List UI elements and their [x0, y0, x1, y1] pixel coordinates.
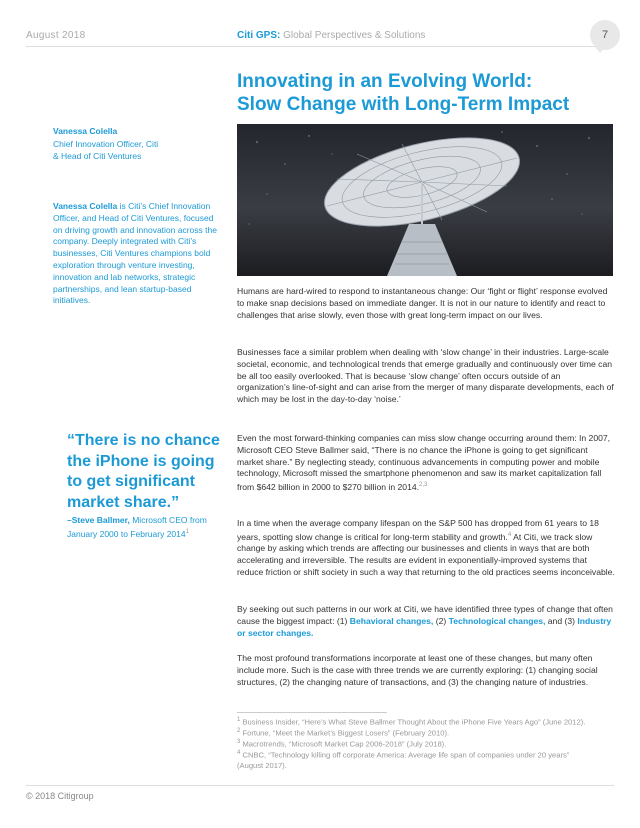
author-name: Vanessa Colella [53, 126, 118, 136]
footnote-text: Business Insider, “Here’s What Steve Ballmer Thought About the iPhone Five Years Ago” (June 2012). [240, 717, 586, 727]
pull-quote: “There is no chance the iPhone is going to get significant market share.” [67, 432, 220, 511]
publication-title-bold: Citi GPS: [237, 30, 281, 41]
footnote-text: Macrotrends, “Microsoft Market Cap 2006-2018” (July 2018). [240, 739, 447, 749]
footnote-number: 1 [237, 717, 241, 723]
behavioral-changes-highlight: Behavioral changes, [349, 615, 434, 626]
body-paragraph-3 [237, 433, 615, 494]
body-paragraph-4 [237, 518, 615, 579]
technological-changes-highlight: Technological changes, [448, 615, 546, 626]
paragraph-5-sep-1: (2) [433, 615, 449, 626]
footnote-ref-4: 4 [507, 531, 512, 538]
paragraph-5-intro: By seeking out such patterns in our work at Citi, we have identified three types of change that often cause the biggest impact: (1) [237, 604, 613, 626]
satellite-dish-illustration [237, 124, 613, 276]
header-divider [26, 46, 614, 47]
footnote-number: 2 [237, 728, 241, 735]
author-role-line-2: & Head of Citi Ventures [53, 151, 142, 161]
article-title-line-1: Innovating in an Evolving World: [237, 71, 533, 92]
footer-divider [26, 785, 614, 786]
paragraph-4-text: In a time when the average company lifespan on the S&P 500 has dropped from 61 years to 18 years, spotting slow change is critical for long-term stability and growth. [237, 518, 599, 542]
body-paragraph-6: The most profound transformations incorporate at least one of these changes, but many often include more. Such is the case with three trends we are currently exploring: (1) changing social structures, (2) the changing nature of transactions, and (3) the changing nature of industries. [237, 653, 598, 687]
footnote-number: 3 [237, 739, 241, 746]
author-role [53, 138, 203, 162]
paragraph-3-text: Even the most forward-thinking companies can miss slow change occurring around them: In 2007, Microsoft CEO Steve Ballmer said, “There is no chance the iPhone is going to get significant market share.” By neglecting steady, continuous advancements in computing power and mobile technology, Microsoft missed the smartphone phenomenon and saw its market capitalization fall from $642 billion in 2000 to $270 billion in 2014. [237, 433, 611, 493]
quote-attribution-role: Microsoft CEO from January 2000 to February 2014 [67, 515, 207, 539]
body-paragraph-2: Businesses face a similar problem when dealing with ‘slow change’ in their industries. Large-scale societal, economic, and technological trends that emerge gradually and continuously over time can be all too easily overlooked. That is because ‘slow change’ often occurs outside of an organization’s line-of-sight and can arise from the merger of many disparate developments, each of which may be lost in the day-to-day ‘noise.’ [237, 347, 614, 405]
paragraph-4-rest: At Citi, we track slow change by asking which trends are affecting our businesses and clients in ways that are both accelerating and irreversible. The results are evident in exponentially-improved systems that reduce friction or shift society in such a way that returning to the old practices seems inconceivable. [237, 531, 615, 578]
quote-footnote-ref: 1 [185, 528, 189, 535]
paragraph-5-sep-2: and (3) [545, 615, 578, 626]
publication-title-rest: Global Perspectives & Solutions [280, 30, 426, 41]
bio-text: is Citi’s Chief Innovation Officer, and Head of Citi Ventures, focused on driving growth and innovation across the company. Deeply integrated with Citi’s businesses, Citi Ventures champions bold exploration through venture investing, innovation and lab networks, strategic partnerships, and lean startup-based initiatives. [53, 201, 217, 306]
footnote-3 [237, 738, 597, 749]
footnote-4 [237, 749, 597, 770]
author-bio [53, 201, 218, 307]
article-title [237, 70, 617, 116]
footnote-number: 4 [237, 750, 241, 757]
industry-changes-highlight: Industry or sector changes. [237, 615, 612, 638]
page-number-badge: 7 [590, 20, 620, 50]
footnote-2 [237, 727, 597, 738]
footnotes [237, 716, 597, 770]
author-role-line-1: Chief Innovation Officer, Citi [53, 139, 159, 149]
page-badge-pointer [594, 46, 606, 53]
footnote-1 [237, 716, 597, 727]
article-title-line-2: Slow Change with Long-Term Impact [237, 94, 570, 115]
copyright: © 2018 Citigroup [26, 791, 94, 801]
quote-attribution-name: –Steve Ballmer, [67, 515, 130, 525]
publication-title [237, 30, 425, 41]
satellite-dish-photo [237, 124, 613, 276]
body-paragraph-5 [237, 604, 615, 639]
bio-author-name: Vanessa Colella [53, 201, 118, 211]
pull-quote-attribution [67, 515, 232, 540]
footnote-text: CNBC, “Technology killing off corporate America: Average life span of companies under 20 years” (August 2017). [237, 750, 570, 770]
footnote-divider [237, 712, 387, 713]
header-date: August 2018 [26, 30, 86, 41]
footnote-ref-2-3: 2,3 [419, 482, 428, 489]
body-paragraph-1: Humans are hard-wired to respond to instantaneous change: Our ‘fight or flight’ response evolved to make snap decisions based on immediate danger. It is not in our nature to identify and react to challenges that arise slowly, even those with great long-term impact on our lives. [237, 286, 608, 320]
footnote-text: Fortune, “Meet the Market’s Biggest Losers” (February 2010). [240, 728, 450, 738]
